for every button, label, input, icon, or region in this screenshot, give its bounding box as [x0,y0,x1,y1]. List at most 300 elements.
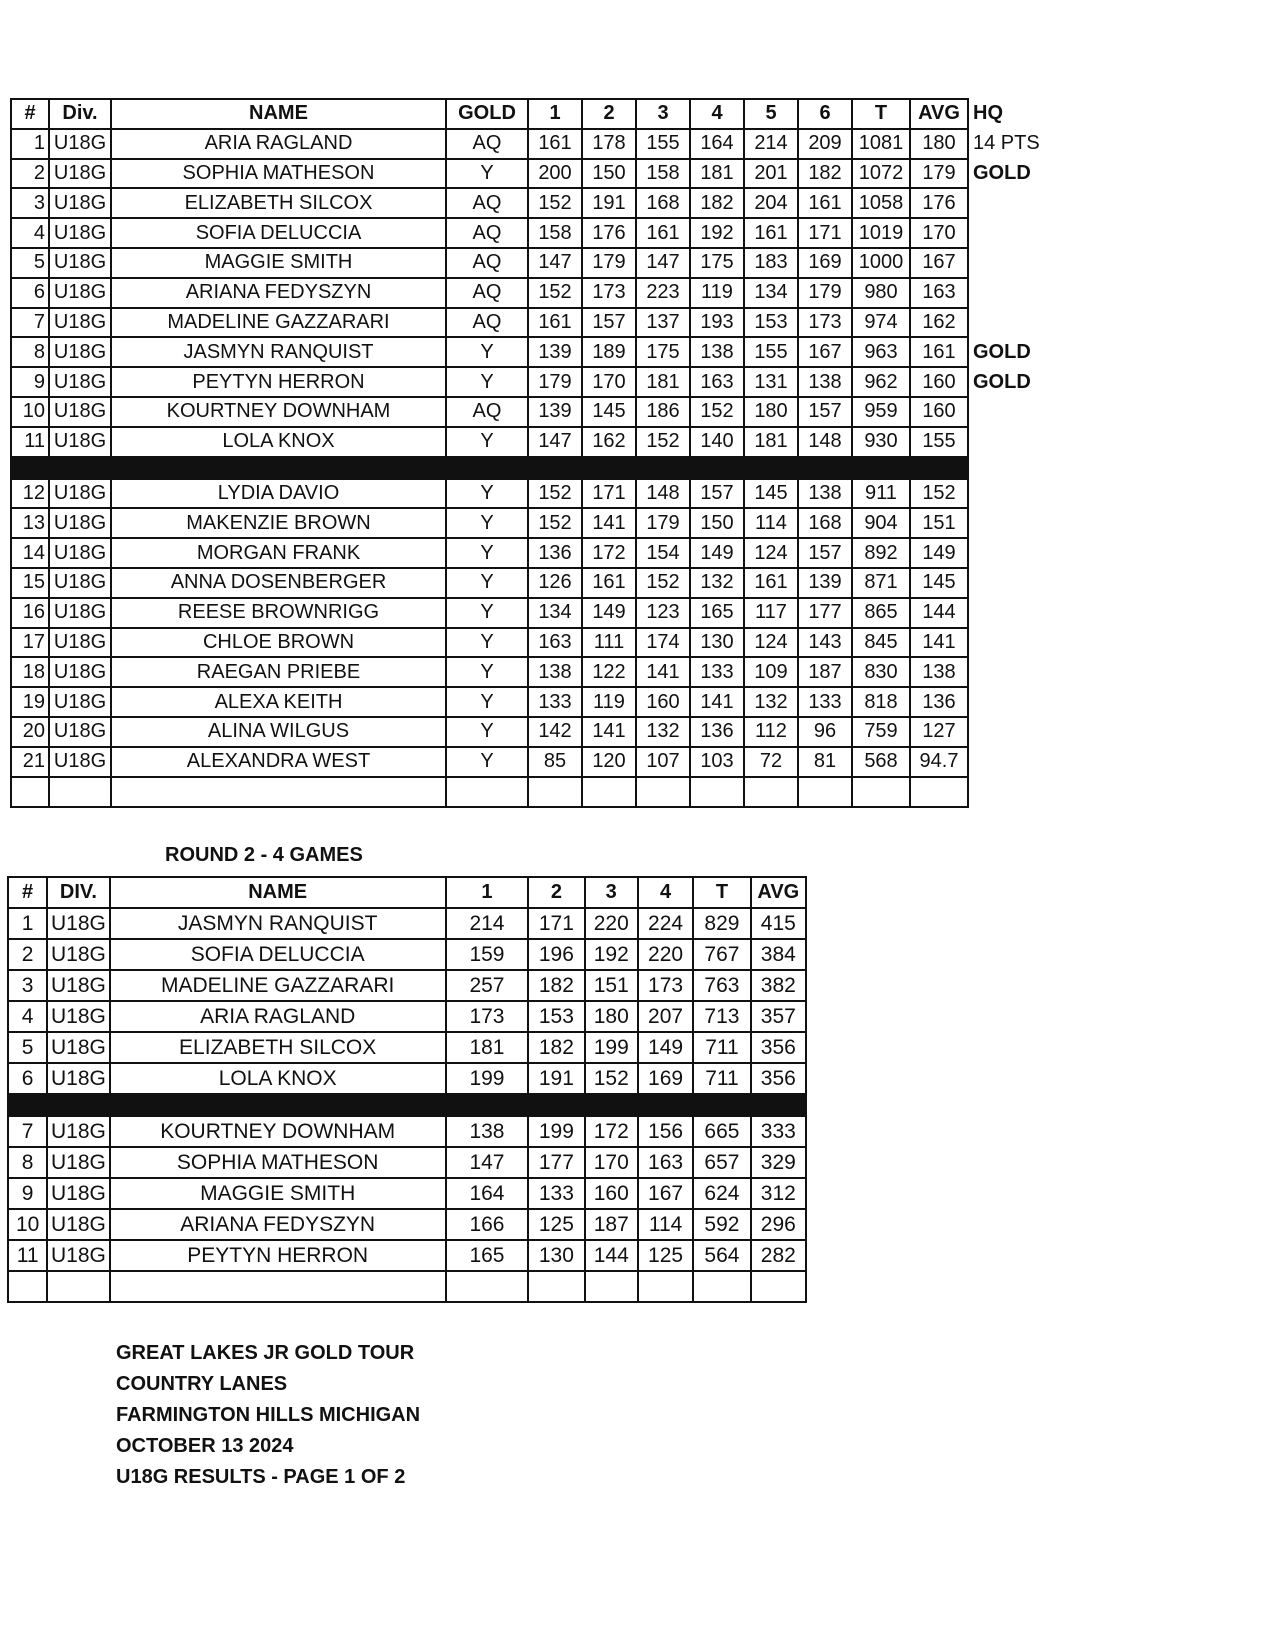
rank-cell: 13 [11,508,49,538]
division-cell: U18G [49,628,111,658]
rank-cell: 7 [8,1116,47,1147]
round2-top-rows [8,908,806,1094]
game-score-cell: 152 [528,479,582,509]
average-cell: 94.7 [910,747,968,777]
total-cell: 1058 [852,188,910,218]
hq-cell: 14 PTS [973,132,1040,155]
game-score-cell: 132 [744,687,798,717]
average-cell: 127 [910,717,968,747]
division-cell: U18G [49,397,111,427]
name-cell: KOURTNEY DOWNHAM [111,397,446,427]
rank-cell: 6 [8,1063,47,1094]
game-score-cell: 114 [744,508,798,538]
hq-cell: GOLD [973,370,1031,393]
game-score-cell: 182 [690,188,744,218]
game-score-cell: 155 [636,129,690,159]
game-score-cell: 169 [638,1063,693,1094]
game-score-cell: 149 [638,1032,693,1063]
total-cell: 657 [693,1147,750,1178]
gold-cell: AQ [446,188,528,218]
game-score-cell: 125 [638,1240,693,1271]
game-score-cell: 138 [528,657,582,687]
gold-cell: Y [446,628,528,658]
game-score-cell: 112 [744,717,798,747]
division-cell: U18G [49,308,111,338]
round1-top-rows [11,129,1046,457]
division-cell: U18G [47,939,109,970]
game-score-cell: 114 [638,1209,693,1240]
rank-cell: 9 [11,367,49,397]
game-score-cell: 133 [528,687,582,717]
col-header: 5 [744,99,798,129]
rank-cell: 2 [11,159,49,189]
hq-cell [968,508,1046,538]
game-score-cell: 133 [798,687,852,717]
hq-cell [968,687,1046,717]
game-score-cell: 109 [744,657,798,687]
average-cell: 312 [751,1178,806,1209]
col-header: GOLD [446,99,528,129]
average-cell: 161 [910,337,968,367]
game-score-cell: 168 [798,508,852,538]
division-cell: U18G [49,427,111,457]
game-score-cell: 167 [798,337,852,367]
game-score-cell: 177 [528,1147,584,1178]
rank-cell: 8 [8,1147,47,1178]
table-row [11,367,1046,397]
total-cell: 592 [693,1209,750,1240]
average-cell: 329 [751,1147,806,1178]
game-score-cell: 120 [582,747,636,777]
hq-cell [968,278,1046,308]
rank-cell: 17 [11,628,49,658]
game-score-cell: 134 [744,278,798,308]
name-cell: LOLA KNOX [110,1063,446,1094]
gold-cell: AQ [446,248,528,278]
game-score-cell: 137 [636,308,690,338]
game-score-cell: 189 [582,337,636,367]
table-row [11,568,1046,598]
rank-cell: 2 [8,939,47,970]
game-score-cell: 199 [528,1116,584,1147]
game-score-cell: 119 [690,278,744,308]
game-score-cell: 199 [446,1063,529,1094]
game-score-cell: 192 [585,939,638,970]
name-cell: MADELINE GAZZARARI [110,970,446,1001]
game-score-cell: 157 [582,308,636,338]
game-score-cell: 132 [690,568,744,598]
gold-cell: AQ [446,397,528,427]
col-header: 4 [690,99,744,129]
hq-cell [968,717,1046,747]
game-score-cell: 161 [636,218,690,248]
division-cell: U18G [49,337,111,367]
rank-cell: 1 [8,908,47,939]
average-cell: 356 [751,1032,806,1063]
col-header: 1 [528,99,582,129]
gold-cell: Y [446,479,528,509]
game-score-cell: 181 [744,427,798,457]
total-cell: 930 [852,427,910,457]
col-header: DIV. [47,877,109,908]
total-cell: 829 [693,908,750,939]
average-cell: 167 [910,248,968,278]
game-score-cell: 139 [528,397,582,427]
total-cell: 711 [693,1032,750,1063]
average-cell: 160 [910,367,968,397]
game-score-cell: 170 [585,1147,638,1178]
footer-venue: COUNTRY LANES [116,1373,288,1395]
gold-cell: AQ [446,308,528,338]
table-row [8,1147,806,1178]
game-score-cell: 125 [528,1209,584,1240]
total-cell: 1081 [852,129,910,159]
gold-cell: AQ [446,278,528,308]
division-cell: U18G [49,598,111,628]
col-header: NAME [110,877,446,908]
game-score-cell: 156 [638,1116,693,1147]
name-cell: RAEGAN PRIEBE [111,657,446,687]
game-score-cell: 130 [528,1240,584,1271]
division-cell: U18G [47,1147,109,1178]
hq-cell [968,747,1046,777]
game-score-cell: 144 [585,1240,638,1271]
game-score-cell: 180 [744,397,798,427]
game-score-cell: 161 [582,568,636,598]
game-score-cell: 107 [636,747,690,777]
hq-cell: GOLD [973,161,1031,184]
hq-cell: GOLD [973,340,1031,363]
game-score-cell: 155 [744,337,798,367]
total-cell: 904 [852,508,910,538]
rank-cell: 9 [8,1178,47,1209]
rank-cell: 4 [11,218,49,248]
gold-cell: Y [446,717,528,747]
average-cell: 333 [751,1116,806,1147]
game-score-cell: 147 [528,248,582,278]
blank-row [11,777,1046,807]
average-cell: 162 [910,308,968,338]
average-cell: 136 [910,687,968,717]
game-score-cell: 161 [798,188,852,218]
gold-cell: AQ [446,218,528,248]
total-cell: 1019 [852,218,910,248]
col-header: 1 [446,877,529,908]
table-row [11,397,1046,427]
average-cell: 145 [910,568,968,598]
game-score-cell: 160 [585,1178,638,1209]
gold-cell: Y [446,747,528,777]
rank-cell: 11 [11,427,49,457]
gold-cell: Y [446,508,528,538]
average-cell: 176 [910,188,968,218]
game-score-cell: 204 [744,188,798,218]
hq-cell [968,538,1046,568]
game-score-cell: 201 [744,159,798,189]
division-cell: U18G [49,129,111,159]
table-row [11,479,1046,509]
game-score-cell: 96 [798,717,852,747]
game-score-cell: 111 [582,628,636,658]
game-score-cell: 171 [582,479,636,509]
game-score-cell: 141 [582,508,636,538]
name-cell: SOFIA DELUCCIA [110,939,446,970]
game-score-cell: 152 [528,508,582,538]
division-cell: U18G [49,568,111,598]
hq-cell [968,598,1046,628]
table-row [8,939,806,970]
gold-cell: Y [446,598,528,628]
round2-header-row [8,877,806,908]
average-cell: 160 [910,397,968,427]
table-row [8,1240,806,1271]
total-cell: 767 [693,939,750,970]
division-cell: U18G [49,687,111,717]
gold-cell: Y [446,337,528,367]
game-score-cell: 154 [636,538,690,568]
round1-header-row [11,99,1046,129]
game-score-cell: 161 [744,218,798,248]
division-cell: U18G [49,479,111,509]
game-score-cell: 136 [690,717,744,747]
total-cell: 959 [852,397,910,427]
game-score-cell: 119 [582,687,636,717]
average-cell: 382 [751,970,806,1001]
game-score-cell: 171 [798,218,852,248]
game-score-cell: 131 [744,367,798,397]
game-score-cell: 81 [798,747,852,777]
game-score-cell: 164 [446,1178,529,1209]
average-cell: 415 [751,908,806,939]
division-cell: U18G [49,747,111,777]
name-cell: JASMYN RANQUIST [111,337,446,367]
name-cell: SOPHIA MATHESON [111,159,446,189]
game-score-cell: 139 [528,337,582,367]
game-score-cell: 182 [528,1032,584,1063]
rank-cell: 4 [8,1001,47,1032]
game-score-cell: 72 [744,747,798,777]
game-score-cell: 141 [690,687,744,717]
game-score-cell: 163 [528,628,582,658]
game-score-cell: 103 [690,747,744,777]
total-cell: 711 [693,1063,750,1094]
game-score-cell: 183 [744,248,798,278]
table-row [8,1001,806,1032]
game-score-cell: 199 [585,1032,638,1063]
total-cell: 713 [693,1001,750,1032]
average-cell: 155 [910,427,968,457]
game-score-cell: 138 [446,1116,529,1147]
game-score-cell: 151 [585,970,638,1001]
total-cell: 962 [852,367,910,397]
game-score-cell: 157 [690,479,744,509]
game-score-cell: 153 [528,1001,584,1032]
game-score-cell: 173 [798,308,852,338]
game-score-cell: 140 [690,427,744,457]
total-cell: 818 [852,687,910,717]
name-cell: ANNA DOSENBERGER [111,568,446,598]
division-cell: U18G [49,248,111,278]
name-cell: ALINA WILGUS [111,717,446,747]
name-cell: JASMYN RANQUIST [110,908,446,939]
game-score-cell: 142 [528,717,582,747]
table-row [11,628,1046,658]
game-score-cell: 220 [638,939,693,970]
name-cell: CHLOE BROWN [111,628,446,658]
game-score-cell: 167 [638,1178,693,1209]
total-cell: 871 [852,568,910,598]
game-score-cell: 138 [798,367,852,397]
gold-cell: Y [446,657,528,687]
game-score-cell: 148 [798,427,852,457]
table-row [11,218,1046,248]
col-header: 3 [585,877,638,908]
table-row [11,248,1046,278]
game-score-cell: 122 [582,657,636,687]
game-score-cell: 171 [528,908,584,939]
game-score-cell: 130 [690,628,744,658]
rank-cell: 1 [11,129,49,159]
game-score-cell: 138 [798,479,852,509]
rank-cell: 5 [8,1032,47,1063]
name-cell: MORGAN FRANK [111,538,446,568]
name-cell: MADELINE GAZZARARI [111,308,446,338]
game-score-cell: 179 [528,367,582,397]
gold-cell: Y [446,568,528,598]
total-cell: 624 [693,1178,750,1209]
table-row [8,1032,806,1063]
game-score-cell: 187 [798,657,852,687]
average-cell: 179 [910,159,968,189]
name-cell: ALEXA KEITH [111,687,446,717]
name-cell: SOFIA DELUCCIA [111,218,446,248]
average-cell: 141 [910,628,968,658]
rank-cell: 5 [11,248,49,278]
average-cell: 152 [910,479,968,509]
footer-page-info: U18G RESULTS - PAGE 1 OF 2 [116,1466,406,1488]
rank-cell: 20 [11,717,49,747]
game-score-cell: 152 [636,427,690,457]
game-score-cell: 186 [636,397,690,427]
total-cell: 568 [852,747,910,777]
game-score-cell: 147 [528,427,582,457]
hq-cell [968,308,1046,338]
game-score-cell: 166 [446,1209,529,1240]
cut-line-separator [11,457,1046,479]
game-score-cell: 174 [636,628,690,658]
game-score-cell: 214 [744,129,798,159]
game-score-cell: 163 [638,1147,693,1178]
game-score-cell: 177 [798,598,852,628]
game-score-cell: 138 [690,337,744,367]
game-score-cell: 134 [528,598,582,628]
game-score-cell: 224 [638,908,693,939]
blank-row [8,1271,806,1302]
total-cell: 665 [693,1116,750,1147]
col-header-hq: HQ [973,102,1003,125]
col-header: # [8,877,47,908]
game-score-cell: 170 [582,367,636,397]
table-row [11,159,1046,189]
game-score-cell: 141 [582,717,636,747]
gold-cell: Y [446,427,528,457]
rank-cell: 14 [11,538,49,568]
division-cell: U18G [47,1240,109,1271]
table-row [11,657,1046,687]
game-score-cell: 169 [798,248,852,278]
average-cell: 180 [910,129,968,159]
table-row [11,337,1046,367]
average-cell: 151 [910,508,968,538]
total-cell: 564 [693,1240,750,1271]
table-row [11,538,1046,568]
name-cell: PEYTYN HERRON [110,1240,446,1271]
game-score-cell: 152 [528,188,582,218]
name-cell: LYDIA DAVIO [111,479,446,509]
average-cell: 138 [910,657,968,687]
average-cell: 163 [910,278,968,308]
name-cell: ARIANA FEDYSZYN [111,278,446,308]
game-score-cell: 200 [528,159,582,189]
game-score-cell: 179 [636,508,690,538]
division-cell: U18G [49,717,111,747]
footer-location: FARMINGTON HILLS MICHIGAN [116,1404,421,1426]
game-score-cell: 179 [582,248,636,278]
average-cell: 282 [751,1240,806,1271]
table-row [11,687,1046,717]
table-row [8,908,806,939]
game-score-cell: 85 [528,747,582,777]
table-row [8,1178,806,1209]
col-header: 2 [582,99,636,129]
name-cell: ARIA RAGLAND [111,129,446,159]
table-row [11,188,1046,218]
hq-cell [968,188,1046,218]
division-cell: U18G [49,278,111,308]
rank-cell: 6 [11,278,49,308]
col-header: 2 [528,877,584,908]
table-row [8,1116,806,1147]
game-score-cell: 153 [744,308,798,338]
hq-cell [968,397,1046,427]
game-score-cell: 145 [582,397,636,427]
col-header: T [852,99,910,129]
hq-cell [968,568,1046,598]
game-score-cell: 220 [585,908,638,939]
name-cell: ARIA RAGLAND [110,1001,446,1032]
game-score-cell: 182 [798,159,852,189]
rank-cell: 12 [11,479,49,509]
game-score-cell: 175 [636,337,690,367]
division-cell: U18G [49,508,111,538]
average-cell: 149 [910,538,968,568]
game-score-cell: 223 [636,278,690,308]
game-score-cell: 193 [690,308,744,338]
division-cell: U18G [47,1209,109,1240]
game-score-cell: 152 [528,278,582,308]
division-cell: U18G [49,538,111,568]
division-cell: U18G [47,970,109,1001]
game-score-cell: 207 [638,1001,693,1032]
total-cell: 980 [852,278,910,308]
round1-bottom-rows [11,479,1046,777]
table-row [11,129,1046,159]
game-score-cell: 150 [690,508,744,538]
rank-cell: 3 [8,970,47,1001]
table-row [11,717,1046,747]
cut-line-separator [8,1094,806,1116]
game-score-cell: 165 [690,598,744,628]
